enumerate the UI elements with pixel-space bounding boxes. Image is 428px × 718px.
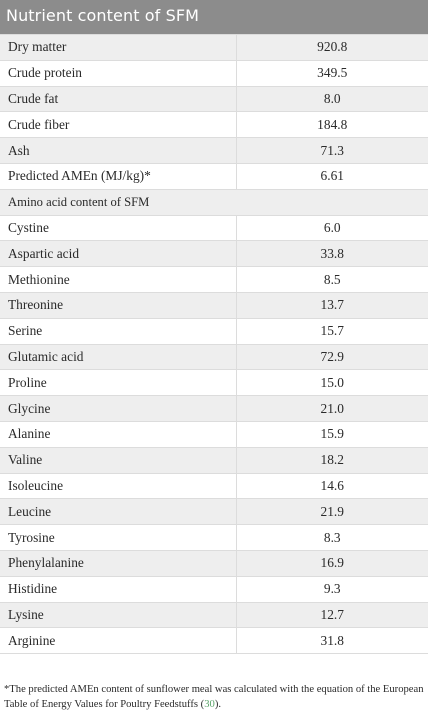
table-row [0, 628, 428, 654]
amino-name: Threonine [0, 292, 236, 318]
amino-section-row [0, 189, 428, 215]
amino-name: Tyrosine [0, 525, 236, 551]
nutrient-table [0, 34, 428, 654]
table-row [0, 112, 428, 138]
amino-value: 18.2 [236, 447, 428, 473]
table-row [0, 344, 428, 370]
nutrient-value: 71.3 [236, 138, 428, 164]
nutrient-value: 6.61 [236, 163, 428, 189]
table-row [0, 447, 428, 473]
table-row [0, 318, 428, 344]
amino-name: Histidine [0, 576, 236, 602]
table-row [0, 525, 428, 551]
nutrient-value: 8.0 [236, 86, 428, 112]
amino-name: Methionine [0, 267, 236, 293]
amino-value: 21.9 [236, 499, 428, 525]
table-row [0, 35, 428, 61]
footnote-text: *The predicted AMEn content of sunflower meal was calculated with the equation of the European Table of Energy Values for Poultry Feedstuffs ( [4, 684, 424, 710]
amino-name: Cystine [0, 215, 236, 241]
amino-value: 14.6 [236, 473, 428, 499]
amino-value: 12.7 [236, 602, 428, 628]
table-row [0, 576, 428, 602]
nutrient-value: 920.8 [236, 35, 428, 61]
amino-value: 21.0 [236, 396, 428, 422]
nutrient-name: Predicted AMEn (MJ/kg)* [0, 163, 236, 189]
amino-value: 33.8 [236, 241, 428, 267]
nutrient-name: Ash [0, 138, 236, 164]
amino-name: Alanine [0, 421, 236, 447]
nutrient-name: Crude fat [0, 86, 236, 112]
table-row [0, 267, 428, 293]
amino-value: 72.9 [236, 344, 428, 370]
nutrient-name: Crude protein [0, 60, 236, 86]
amino-name: Valine [0, 447, 236, 473]
table-row [0, 421, 428, 447]
amino-value: 16.9 [236, 550, 428, 576]
amino-value: 31.8 [236, 628, 428, 654]
amino-value: 9.3 [236, 576, 428, 602]
amino-name: Serine [0, 318, 236, 344]
amino-value: 15.9 [236, 421, 428, 447]
amino-name: Arginine [0, 628, 236, 654]
amino-name: Glutamic acid [0, 344, 236, 370]
amino-section-title: Amino acid content of SFM [0, 189, 428, 215]
nutrient-name: Crude fiber [0, 112, 236, 138]
table-row [0, 60, 428, 86]
table-header [0, 0, 428, 34]
amino-value: 15.0 [236, 370, 428, 396]
table-row [0, 292, 428, 318]
amino-name: Leucine [0, 499, 236, 525]
nutrient-name: Dry matter [0, 35, 236, 61]
table-row [0, 550, 428, 576]
nutrient-value: 184.8 [236, 112, 428, 138]
table-row [0, 138, 428, 164]
table-row [0, 370, 428, 396]
nutrient-value: 349.5 [236, 60, 428, 86]
footnote-reference-link[interactable]: 30 [204, 698, 215, 710]
table-row [0, 602, 428, 628]
table-row [0, 241, 428, 267]
amino-name: Aspartic acid [0, 241, 236, 267]
amino-name: Lysine [0, 602, 236, 628]
footnote [4, 683, 424, 712]
amino-value: 8.5 [236, 267, 428, 293]
amino-name: Glycine [0, 396, 236, 422]
amino-name: Phenylalanine [0, 550, 236, 576]
table-row [0, 473, 428, 499]
amino-value: 15.7 [236, 318, 428, 344]
nutrient-table-body [0, 35, 428, 654]
table-row [0, 215, 428, 241]
footnote-end: ). [214, 698, 221, 710]
table-row [0, 396, 428, 422]
amino-value: 8.3 [236, 525, 428, 551]
table-row [0, 163, 428, 189]
amino-value: 6.0 [236, 215, 428, 241]
table-row [0, 499, 428, 525]
amino-name: Isoleucine [0, 473, 236, 499]
table-row [0, 86, 428, 112]
amino-value: 13.7 [236, 292, 428, 318]
amino-name: Proline [0, 370, 236, 396]
table-title: Nutrient content of SFM [6, 6, 200, 25]
